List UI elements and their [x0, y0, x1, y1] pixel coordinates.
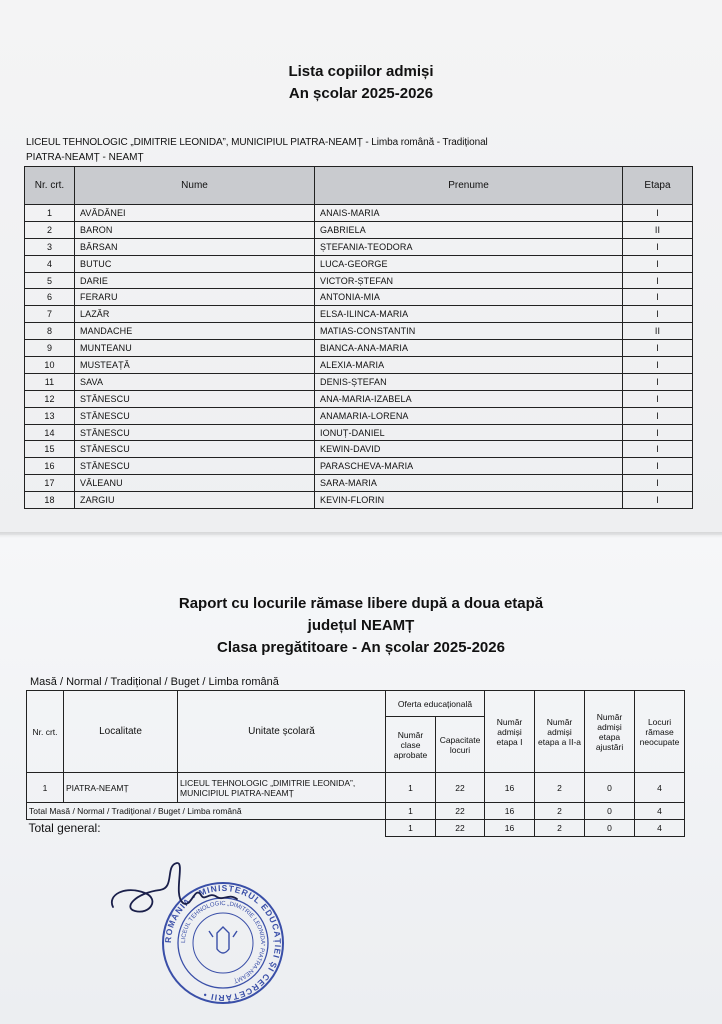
- free-places-table: [26, 690, 685, 837]
- report-county: județul NEAMȚ: [307, 617, 415, 634]
- report-row-clase: 1: [386, 773, 436, 803]
- row-nume: MUSTEAȚĂ: [75, 357, 315, 374]
- row-nr: 9: [25, 340, 75, 357]
- table-row: [25, 373, 693, 390]
- total-general-etapa2: 2: [535, 820, 585, 837]
- row-nr: 3: [25, 238, 75, 255]
- row-nume: AVĂDĂNEI: [75, 205, 315, 222]
- row-prenume: MATIAS-CONSTANTIN: [315, 323, 623, 340]
- row-etapa: I: [623, 357, 693, 374]
- row-etapa: I: [623, 475, 693, 492]
- table-row: [25, 255, 693, 272]
- row-etapa: I: [623, 424, 693, 441]
- row-prenume: ELSA-ILINCA-MARIA: [315, 306, 623, 323]
- row-etapa: I: [623, 238, 693, 255]
- total-section-clase: 1: [386, 803, 436, 820]
- report-header-ramase: Locuri rămase neocupate: [635, 691, 685, 773]
- row-prenume: IONUȚ-DANIEL: [315, 424, 623, 441]
- report-row-localitate: PIATRA-NEAMȚ: [64, 773, 178, 803]
- table-row: [25, 306, 693, 323]
- table-row: [25, 390, 693, 407]
- report-header-etapa1: Număr admiși etapa I: [485, 691, 535, 773]
- table-row: [25, 238, 693, 255]
- row-etapa: I: [623, 390, 693, 407]
- report-header-unitate: Unitate școlară: [178, 691, 386, 773]
- total-section-etapa2: 2: [535, 803, 585, 820]
- row-nume: ZARGIU: [75, 492, 315, 509]
- row-nume: VĂLEANU: [75, 475, 315, 492]
- report-header-oferta: Oferta educațională: [386, 691, 485, 717]
- report-class-year: Clasa pregătitoare - An școlar 2025-2026: [217, 639, 505, 656]
- stamp-inner-text: LICEUL TEHNOLOGIC „DIMITRIE LEONIDA” PIATRA-NEAMȚ: [180, 900, 266, 984]
- row-etapa: I: [623, 373, 693, 390]
- row-nr: 17: [25, 475, 75, 492]
- admitted-children-table: [24, 166, 693, 509]
- report-header-clase: Număr clase aprobate: [386, 717, 436, 773]
- row-nr: 1: [25, 205, 75, 222]
- report-filter: Masă / Normal / Tradițional / Buget / Limba română: [30, 676, 279, 688]
- row-prenume: ALEXIA-MARIA: [315, 357, 623, 374]
- row-prenume: KEVIN-FLORIN: [315, 492, 623, 509]
- row-nr: 12: [25, 390, 75, 407]
- table-row: [25, 458, 693, 475]
- list-title: Lista copiilor admiși: [288, 63, 434, 80]
- report-row-ajustari: 0: [585, 773, 635, 803]
- report-header-row-1: [27, 691, 685, 717]
- row-etapa: II: [623, 221, 693, 238]
- row-prenume: ANTONIA-MIA: [315, 289, 623, 306]
- report-header-nr: Nr. crt.: [27, 691, 64, 773]
- table-row: [25, 492, 693, 509]
- row-etapa: I: [623, 340, 693, 357]
- row-nume: STĂNESCU: [75, 407, 315, 424]
- row-nr: 15: [25, 441, 75, 458]
- row-prenume: KEWIN-DAVID: [315, 441, 623, 458]
- row-nr: 10: [25, 357, 75, 374]
- report-header-etapa2: Număr admiși etapa a II-a: [535, 691, 585, 773]
- row-prenume: LUCA-GEORGE: [315, 255, 623, 272]
- row-nume: STĂNESCU: [75, 424, 315, 441]
- signature-and-stamp: [105, 855, 295, 1005]
- row-nr: 4: [25, 255, 75, 272]
- row-nume: MANDACHE: [75, 323, 315, 340]
- row-etapa: I: [623, 306, 693, 323]
- row-etapa: I: [623, 492, 693, 509]
- report-row-ramase: 4: [635, 773, 685, 803]
- row-nume: SAVA: [75, 373, 315, 390]
- table-header-row: [25, 167, 693, 205]
- report-row-unitate: LICEUL TEHNOLOGIC „DIMITRIE LEONIDA”, MUNICIPIUL PIATRA-NEAMȚ: [178, 773, 386, 803]
- row-nr: 2: [25, 221, 75, 238]
- report-header-ajustari: Număr admiși etapa ajustări: [585, 691, 635, 773]
- row-etapa: II: [623, 323, 693, 340]
- row-nume: LAZĂR: [75, 306, 315, 323]
- row-etapa: I: [623, 289, 693, 306]
- report-total-section-row: [27, 803, 685, 820]
- total-section-ajustari: 0: [585, 803, 635, 820]
- row-nume: MUNTEANU: [75, 340, 315, 357]
- stamp-outer-text: ROMÂNIA • MINISTERUL EDUCAȚIEI ȘI CERCETĂRII •: [162, 882, 284, 1004]
- row-prenume: PARASCHEVA-MARIA: [315, 458, 623, 475]
- header-prenume: Prenume: [315, 167, 623, 205]
- header-nr: Nr. crt.: [25, 167, 75, 205]
- table-row: [25, 357, 693, 374]
- row-prenume: ANAMARIA-LORENA: [315, 407, 623, 424]
- report-data-row: [27, 773, 685, 803]
- row-nr: 6: [25, 289, 75, 306]
- total-general-ajustari: 0: [585, 820, 635, 837]
- total-section-etapa1: 16: [485, 803, 535, 820]
- row-nume: DARIE: [75, 272, 315, 289]
- row-nume: STĂNESCU: [75, 441, 315, 458]
- row-prenume: SARA-MARIA: [315, 475, 623, 492]
- row-etapa: I: [623, 407, 693, 424]
- total-general-capacitate: 22: [436, 820, 485, 837]
- report-header-localitate: Localitate: [64, 691, 178, 773]
- table-row: [25, 407, 693, 424]
- row-etapa: I: [623, 205, 693, 222]
- row-prenume: VICTOR-ȘTEFAN: [315, 272, 623, 289]
- header-nume: Nume: [75, 167, 315, 205]
- row-nume: STĂNESCU: [75, 458, 315, 475]
- row-nume: STĂNESCU: [75, 390, 315, 407]
- report-total-general-row: [27, 820, 685, 837]
- row-nr: 14: [25, 424, 75, 441]
- row-etapa: I: [623, 272, 693, 289]
- total-general-etapa1: 16: [485, 820, 535, 837]
- table-row: [25, 424, 693, 441]
- header-etapa: Etapa: [623, 167, 693, 205]
- list-school-year: An școlar 2025-2026: [288, 85, 434, 102]
- row-prenume: DENIS-ȘTEFAN: [315, 373, 623, 390]
- row-nr: 7: [25, 306, 75, 323]
- table-row: [25, 205, 693, 222]
- row-nr: 13: [25, 407, 75, 424]
- row-etapa: I: [623, 458, 693, 475]
- row-nume: BUTUC: [75, 255, 315, 272]
- row-prenume: BIANCA-ANA-MARIA: [315, 340, 623, 357]
- row-prenume: ANA-MARIA-IZABELA: [315, 390, 623, 407]
- page-divider: [0, 532, 722, 538]
- total-section-capacitate: 22: [436, 803, 485, 820]
- report-row-capacitate: 22: [436, 773, 485, 803]
- table-row: [25, 323, 693, 340]
- row-nr: 18: [25, 492, 75, 509]
- row-prenume: GABRIELA: [315, 221, 623, 238]
- total-general-label: Total general:: [28, 821, 101, 836]
- row-nume: FERARU: [75, 289, 315, 306]
- table-row: [25, 221, 693, 238]
- report-header-capacitate: Capacitate locuri: [436, 717, 485, 773]
- school-name: LICEUL TEHNOLOGIC „DIMITRIE LEONIDA”, MUNICIPIUL PIATRA-NEAMȚ - Limba română - Tradițional: [26, 137, 488, 148]
- row-etapa: I: [623, 255, 693, 272]
- school-location: PIATRA-NEAMȚ - NEAMȚ: [26, 152, 144, 163]
- row-nr: 8: [25, 323, 75, 340]
- row-nr: 5: [25, 272, 75, 289]
- report-row-etapa2: 2: [535, 773, 585, 803]
- row-nume: BÂRSAN: [75, 238, 315, 255]
- report-title: Raport cu locurile rămase libere după a doua etapă: [178, 595, 544, 612]
- row-prenume: ANAIS-MARIA: [315, 205, 623, 222]
- table-row: [25, 340, 693, 357]
- table-row: [25, 272, 693, 289]
- table-row: [25, 441, 693, 458]
- row-etapa: I: [623, 441, 693, 458]
- total-section-label: Total Masă / Normal / Tradițional / Buget / Limba română: [27, 803, 386, 820]
- table-row: [25, 289, 693, 306]
- row-prenume: ȘTEFANIA-TEODORA: [315, 238, 623, 255]
- table-row: [25, 475, 693, 492]
- report-row-nr: 1: [27, 773, 64, 803]
- report-row-etapa1: 16: [485, 773, 535, 803]
- total-section-ramase: 4: [635, 803, 685, 820]
- row-nr: 16: [25, 458, 75, 475]
- row-nr: 11: [25, 373, 75, 390]
- total-general-clase: 1: [386, 820, 436, 837]
- total-general-ramase: 4: [635, 820, 685, 837]
- row-nume: BARON: [75, 221, 315, 238]
